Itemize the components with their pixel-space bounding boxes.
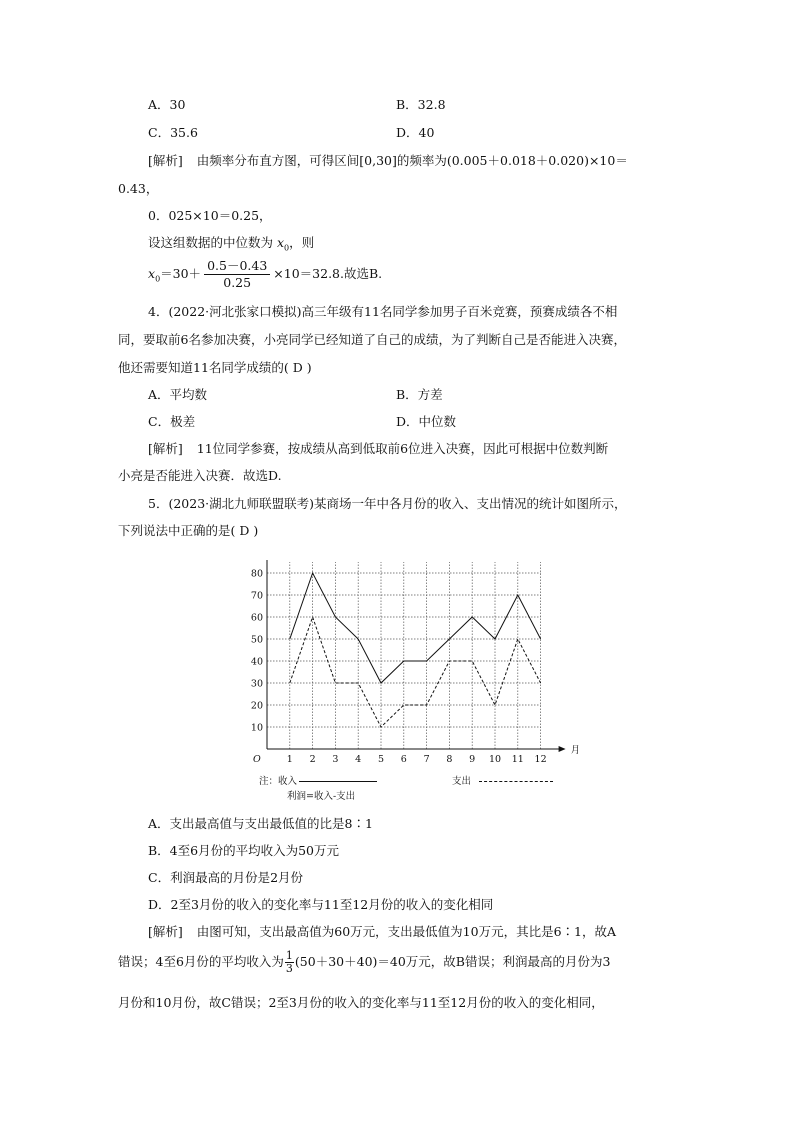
q3-analysis-line1: [解析] 由频率分布直方图，可得区间[0,30]的频率为(0.005＋0.018＋0.020)×10＝ [148, 153, 628, 168]
q5-analysis-line1: [解析] 由图可知，支出最高值为60万元，支出最低值为10万元，其比是6∶1，故A [148, 924, 617, 939]
x-tick-label: 7 [423, 754, 430, 765]
legend-solid-line [299, 781, 377, 782]
analysis-tag: [解析] [148, 924, 183, 939]
y-tick-label: 10 [250, 722, 263, 734]
one-third-fraction: $\frac{1}{3}$ [285, 949, 293, 975]
q5-option-c: C．利润最高的月份是2月份 [148, 870, 304, 885]
x-tick-label: 10 [488, 754, 502, 765]
median-fraction: $\frac{0.5-0.43}{0.25}$ [204, 258, 270, 291]
chart-note-expense: 支出 [452, 775, 553, 788]
q4-option-a: A．平均数 [148, 387, 208, 402]
q3-option-c: C．35.6 [148, 125, 198, 140]
x-tick-label: 6 [400, 754, 407, 765]
x-tick-label: 12 [534, 754, 547, 765]
y-tick-label: 70 [250, 590, 263, 602]
q5-analysis-line3: 月份和10月份，故C错误；2至3月份的收入的变化率与11至12月份的收入的变化相同， [118, 995, 604, 1010]
q5-option-b: B．4至6月份的平均收入为50万元 [148, 843, 339, 858]
chart-note-profit: 利润=收入-支出 [287, 791, 356, 802]
q4-option-d: D．中位数 [396, 414, 457, 429]
y-tick-label: 50 [250, 634, 263, 646]
q5-option-d: D．2至3月份的收入的变化率与11至12月份的收入的变化相同 [148, 897, 494, 912]
x-tick-label: 3 [332, 754, 339, 765]
q5-analysis-line2: 错误；4至6月份的平均收入为 $\frac{1}{3}$ (50＋30＋40)＝40万元，故B错误；利润最高的月份为3 [118, 949, 611, 975]
x-tick-label: 4 [355, 754, 362, 765]
q3-analysis-line2: 0.43， [118, 181, 159, 196]
y-tick-label: 30 [250, 678, 263, 690]
x-axis-arrow [559, 746, 566, 752]
x-tick-label: 2 [309, 754, 316, 765]
income-series-line [290, 573, 541, 683]
q3-option-b: B．32.8 [396, 97, 446, 112]
y-tick-label: 60 [250, 612, 263, 624]
y-tick-label: 40 [250, 656, 263, 668]
q3-option-d: D．40 [396, 125, 435, 140]
q3-formula: $x_0=30+$ $\frac{0.5-0.43}{0.25}$ ×10＝32.8.故选B. [148, 258, 383, 290]
y-tick-label: 80 [250, 568, 263, 580]
q5-option-a: A．支出最高值与支出最低值的比是8∶1 [148, 816, 373, 831]
q3-option-a: A．30 [148, 97, 186, 112]
q3-analysis-line4: 设这组数据的中位数为 $x_0$，则 [148, 235, 315, 253]
q4-stem-line1: 4．(2022·河北张家口模拟)高三年级有11名同学参加男子百米竞赛，预赛成绩各不相 [148, 304, 618, 319]
q4-analysis-line1: [解析] 11位同学参赛，按成绩从高到低取前6位进入决赛，因此可根据中位数判断 [148, 441, 609, 456]
legend-dashed-line [479, 781, 553, 782]
y-tick-label: 20 [250, 700, 263, 712]
q3-analysis-line3: 0．025×10＝0.25， [148, 208, 272, 223]
q4-option-b: B．方差 [396, 387, 443, 402]
x-tick-label: 9 [469, 754, 476, 765]
x-tick-label: 1 [286, 754, 293, 765]
q5-stem-line1: 5．(2023·湖北九师联盟联考)某商场一年中各月份的收入、支出情况的统计如图所示， [148, 496, 627, 511]
origin-label: O [253, 754, 261, 765]
x-tick-label: 8 [446, 754, 453, 765]
x-unit-label: 月 [570, 745, 580, 756]
analysis-tag: [解析] [148, 153, 183, 168]
x-tick-label: 11 [511, 754, 524, 765]
q4-analysis-line2: 小亮是否能进入决赛．故选D. [118, 468, 282, 483]
q4-stem-line3: 他还需要知道11名同学成绩的( D ) [118, 360, 312, 375]
income-expense-chart [240, 560, 580, 770]
q5-stem-line2: 下列说法中正确的是( D ) [118, 523, 259, 538]
expense-series-line [290, 617, 541, 727]
q4-option-c: C．极差 [148, 414, 196, 429]
q4-stem-line2: 同，要取前6名参加决赛，小亮同学已经知道了自己的成绩，为了判断自己是否能进入决赛， [118, 332, 626, 347]
x-tick-label: 5 [377, 754, 385, 765]
chart-note-income: 注：收入 [259, 775, 377, 788]
analysis-tag: [解析] [148, 441, 183, 456]
